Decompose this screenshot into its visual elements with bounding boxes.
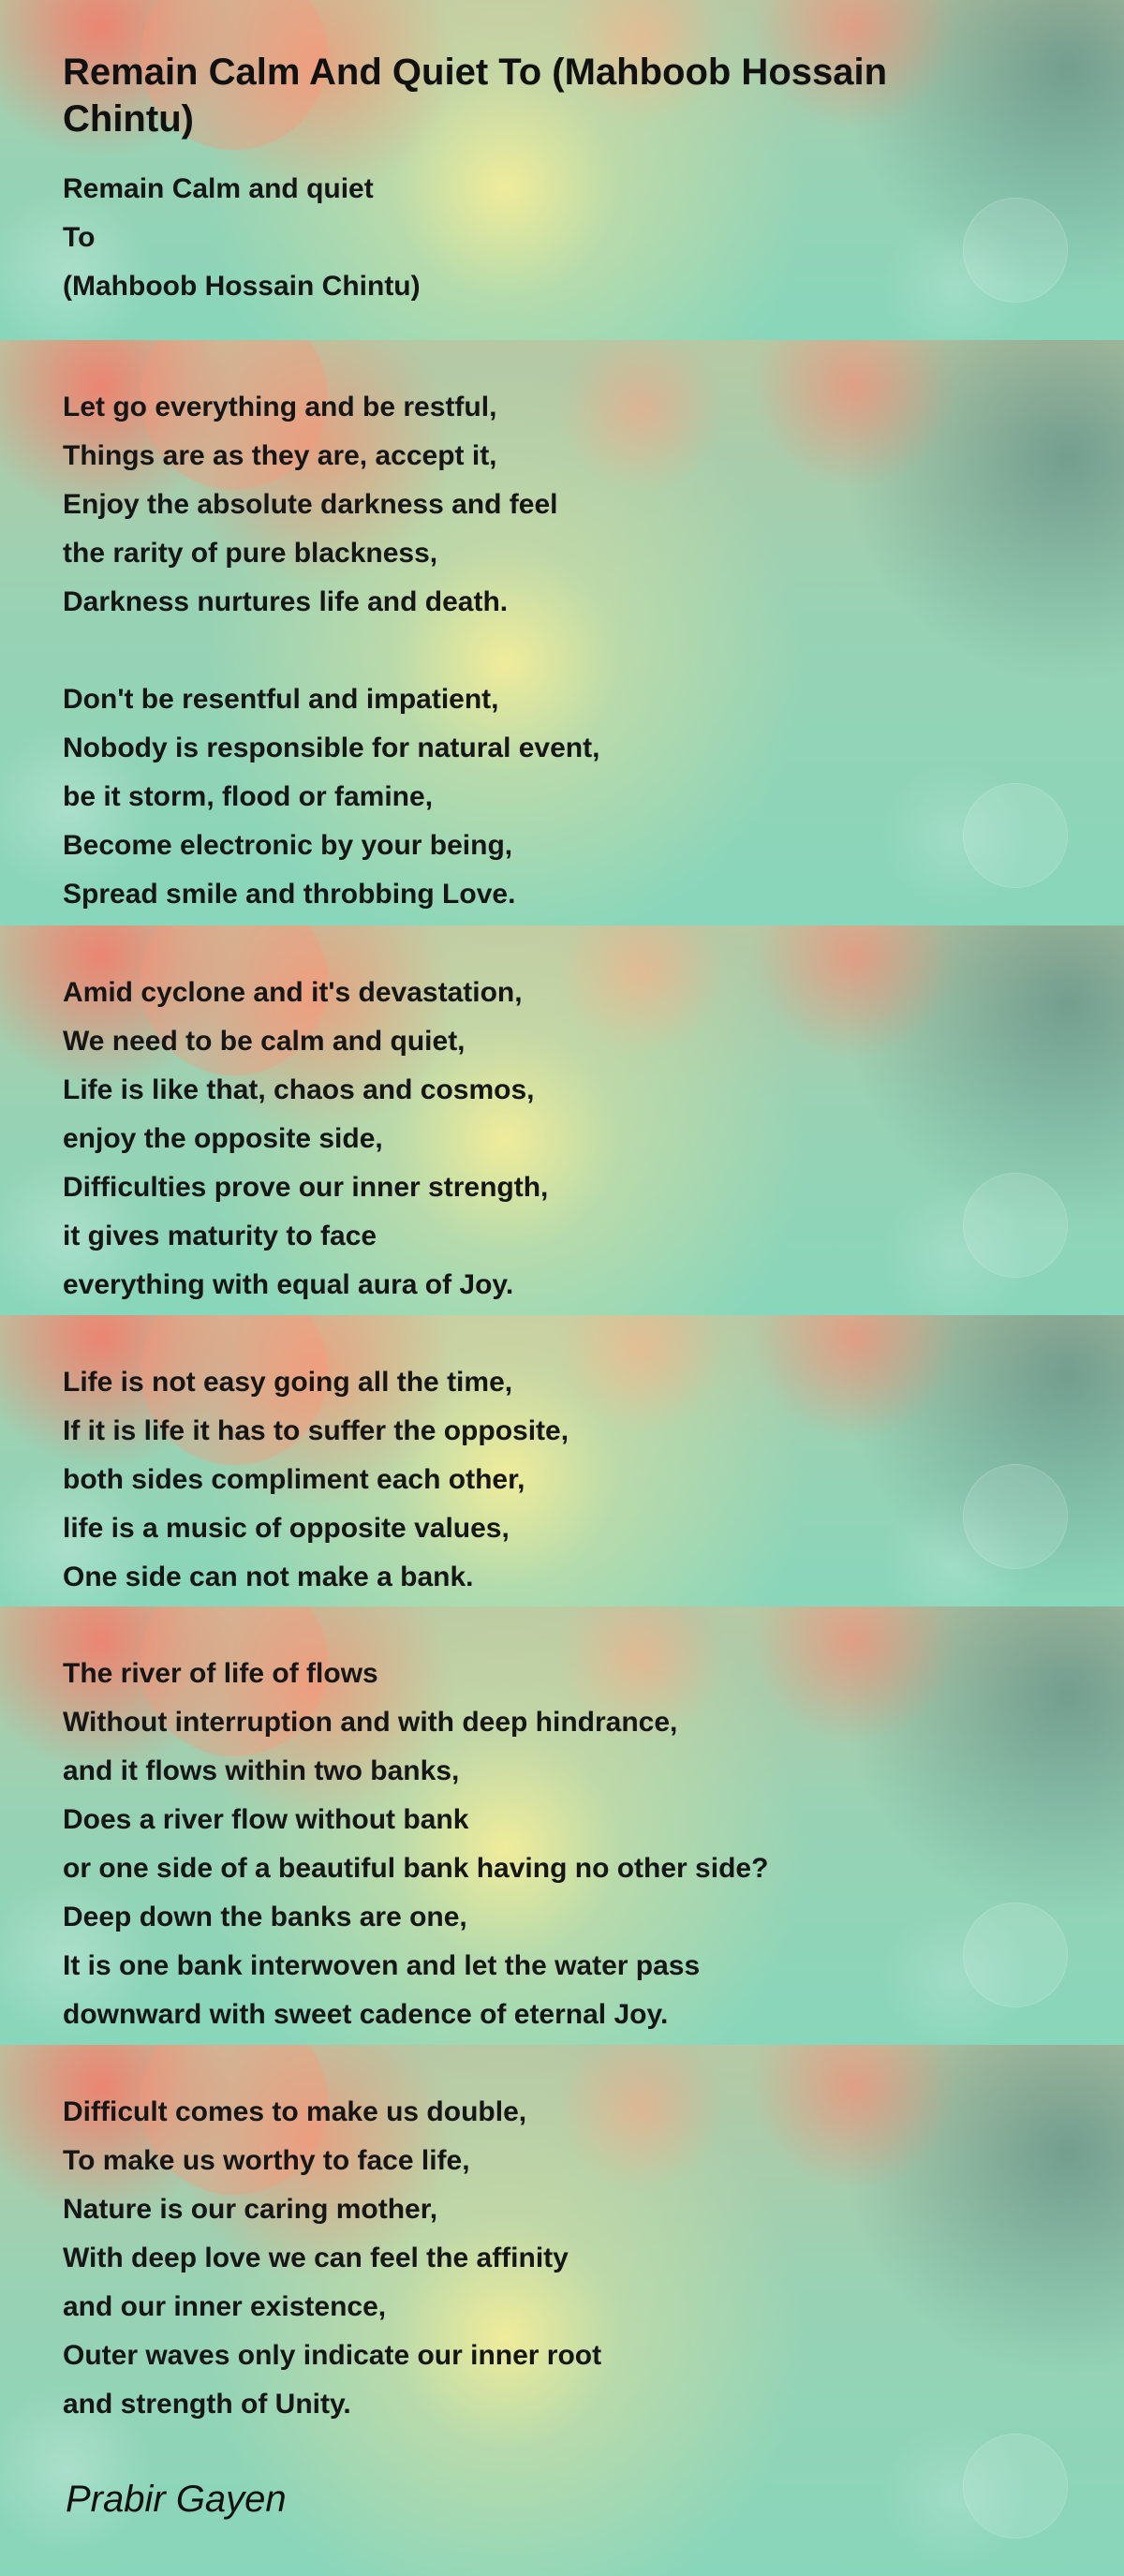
poem-line: downward with sweet cadence of eternal Joy. xyxy=(63,1999,669,2030)
poem-line: Darkness nurtures life and death. xyxy=(63,586,509,617)
poem-line: It is one bank interwoven and let the water pass xyxy=(63,1950,701,1981)
poem-line: life is a music of opposite values, xyxy=(63,1513,510,1544)
poem-line: To make us worthy to face life, xyxy=(63,2145,470,2176)
header-line: To xyxy=(63,222,96,253)
poem-section-4 xyxy=(0,1606,1124,2045)
poem-line: Nobody is responsible for natural event, xyxy=(63,733,600,763)
poem-line: Spread smile and throbbing Love. xyxy=(63,879,516,910)
poem-line: Enjoy the absolute darkness and feel xyxy=(63,489,558,520)
poem-line: and strength of Unity. xyxy=(63,2389,351,2420)
poem-author: Prabir Gayen xyxy=(66,2479,287,2520)
poem-line: Don't be resentful and impatient, xyxy=(63,684,499,715)
poem-line: Without interruption and with deep hindrance, xyxy=(63,1707,678,1738)
poem-header-lines xyxy=(63,165,1068,311)
poem-line: be it storm, flood or famine, xyxy=(63,781,434,812)
poem-line: Life is not easy going all the time, xyxy=(63,1367,513,1398)
poem-line: We need to be calm and quiet, xyxy=(63,1026,466,1057)
poem-line: Deep down the banks are one, xyxy=(63,1902,467,1932)
poem-line: Outer waves only indicate our inner root xyxy=(63,2340,602,2371)
poem-title: Remain Calm And Quiet To (Mahboob Hossain Chintu) xyxy=(63,52,888,140)
poem-section-1 xyxy=(0,340,1124,925)
poem-line: Difficulties prove our inner strength, xyxy=(63,1172,549,1203)
poem-line: and it flows within two banks, xyxy=(63,1755,460,1786)
poem-line: the rarity of pure blackness, xyxy=(63,538,438,569)
poem-section-2 xyxy=(0,925,1124,1315)
poem-header-panel xyxy=(0,0,1124,340)
poem-line: both sides compliment each other, xyxy=(63,1464,525,1495)
poem-line: Amid cyclone and it's devastation, xyxy=(63,977,523,1008)
stanza-break xyxy=(63,627,1068,675)
header-line: Remain Calm and quiet xyxy=(63,173,374,204)
poem-line: everything with equal aura of Joy. xyxy=(63,1269,514,1300)
poem-line: Things are as they are, accept it, xyxy=(63,440,497,471)
poem-line: it gives maturity to face xyxy=(63,1221,377,1251)
poem-line: Difficult comes to make us double, xyxy=(63,2096,527,2127)
poem-section-3 xyxy=(0,1315,1124,1606)
poem-line: One side can not make a bank. xyxy=(63,1562,474,1592)
poem-line: Become electronic by your being, xyxy=(63,830,513,861)
poem-line: The river of life of flows xyxy=(63,1658,378,1689)
poem-line: Let go everything and be restful, xyxy=(63,392,497,422)
poem-line: If it is life it has to suffer the opposite, xyxy=(63,1415,569,1446)
poem-line: or one side of a beautiful bank having no other side? xyxy=(63,1853,769,1884)
header-line: (Mahboob Hossain Chintu) xyxy=(63,271,421,302)
poem-line: With deep love we can feel the affinity xyxy=(63,2243,569,2273)
poem-line: and our inner existence, xyxy=(63,2291,387,2322)
poem-section-5 xyxy=(0,2045,1124,2576)
poem-line: enjoy the opposite side, xyxy=(63,1123,383,1154)
poem-line: Does a river flow without bank xyxy=(63,1804,469,1835)
poem-line: Life is like that, chaos and cosmos, xyxy=(63,1074,535,1105)
poem-line: Nature is our caring mother, xyxy=(63,2194,438,2225)
